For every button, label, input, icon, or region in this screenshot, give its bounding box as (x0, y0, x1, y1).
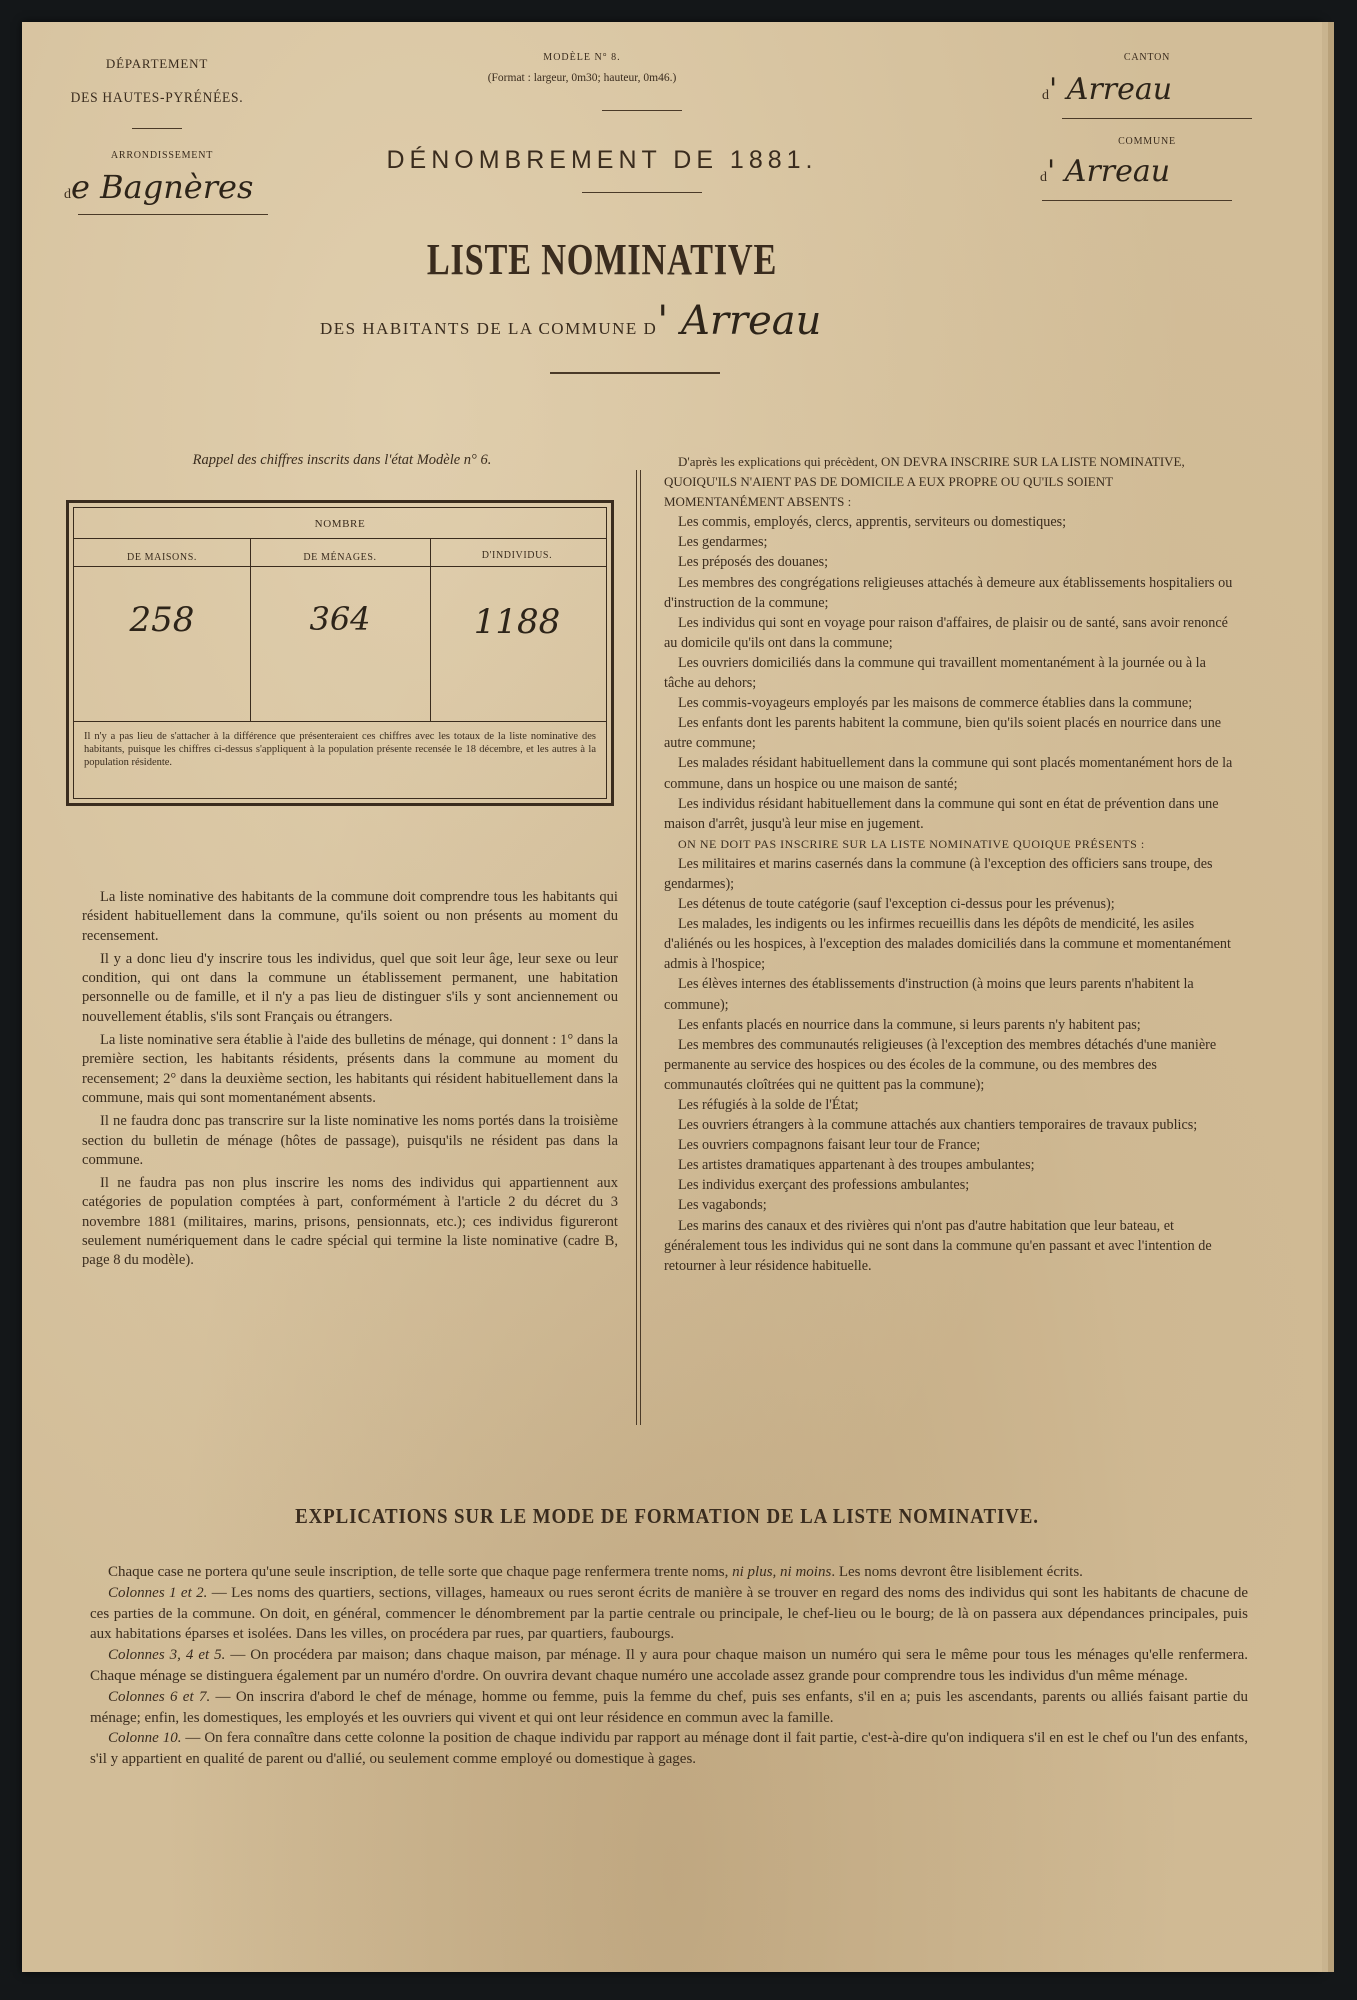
denombrement-title: DÉNOMBREMENT DE 1881. (386, 146, 818, 174)
format-label: (Format : largeur, 0m30; hauteur, 0m46.) (487, 72, 677, 84)
list-item: Les ouvriers domiciliés dans la commune qui travaillent momentanément à la journée ou à la tâche au dehors; (664, 654, 1206, 692)
commune-prefix: d (1040, 170, 1047, 185)
column-divider (640, 470, 641, 1425)
list-item: Les ouvriers étrangers à la commune attachés aux chantiers temporaires de travaux publics; (678, 1117, 1198, 1134)
paragraph: Il ne faudra donc pas transcrire sur la liste nominative les noms portés dans la troisième section du bulletin de ménage (hôtes de passage), puisqu'ils ne résident pas dans la commune. (82, 1113, 618, 1168)
list-item: Les enfants placés en nourrice dans la commune, si leurs parents n'y habitent pas; (678, 1016, 1141, 1033)
list-item: Les individus résidant habituellement dans la commune qui sont en état de prévention dans une maison d'arrêt, jusqu'à leur mise en jugement. (664, 795, 1219, 832)
list-item: Les ouvriers compagnons faisant leur tour de France; (678, 1137, 981, 1154)
list-item: Les commis, employés, clercs, apprentis, serviteurs ou domestiques; (678, 514, 1067, 531)
paragraph: La liste nominative sera établie à l'aide des bulletins de ménage, qui donnent : 1° dans la première section, les habitants résidents, présents dans la commune au moment du recensement; 2° dans la deuxième section, les habitants qui résident habituellement dans la commune, mais qui sont momentanément absents. (82, 1032, 618, 1106)
maisons-value: 258 (129, 600, 195, 640)
paragraph: Il y a donc lieu d'y inscrire tous les individus, quel que soit leur âge, leur sexe ou leur condition, qui ont dans la commune un établissement permanent, une habitation personnelle ou de famille, et il n'y a pas lieu de distinguer s'ils y sont anciennement ou nouvellement établis, s'ils sont Français ou étrangers. (82, 950, 618, 1025)
item-label: Colonnes 1 et 2. (108, 1584, 208, 1601)
modele-label: MODÈLE N° 8. (543, 52, 621, 63)
divider (132, 128, 182, 129)
canton-prefix: d (1042, 88, 1049, 103)
explications-item: Colonnes 3, 4 et 5. — On procédera par maison; dans chaque maison, par ménage. Il y aura pour chaque maison un numéro qui sera le même pour tous les ménages qu'elle renfermera. Chaque ménage se distinguera également par un numéro d'ordre. On ouvrira devant chaque numéro une accolade assez grande pour comprendre tous les individus d'un même ménage. (90, 1647, 1248, 1684)
list-item: Les militaires et marins casernés dans la commune (à l'exception des officiers sans troupe, des gendarmes); (664, 855, 1213, 892)
list-item: Les élèves internes des établissements d'instruction (à moins que leurs parents n'habitent la commune); (664, 976, 1194, 1013)
col-header-menages: DE MÉNAGES. (303, 552, 377, 563)
list-item: Les malades résidant habituellement dans la commune qui sont placés momentanément hors de la commune, dans un hospice ou une maison de santé; (664, 755, 1233, 792)
individus-value: 1188 (473, 602, 561, 642)
departement-value: DES HAUTES-PYRÉNÉES. (70, 90, 244, 106)
list-item: Les membres des communautés religieuses (à l'exception des membres détachés d'une manière permanente au service des hospices ou des écoles de la commune, ou des membres des communautés cloîtrées qui ne quittent pas la commune); (664, 1036, 1217, 1093)
arrondissement-prefix: d (64, 187, 71, 202)
column-divider (636, 470, 637, 1425)
item-label: Colonne 10. (108, 1730, 182, 1747)
commune-handwritten-right: ' Arreau (1047, 154, 1171, 189)
list-item: Les détenus de toute catégorie (sauf l'exception ci-dessus pour les prévenus); (678, 896, 1115, 913)
canton-label: CANTON (1123, 52, 1171, 63)
explications-item: Colonnes 1 et 2. — Les noms des quartiers, sections, villages, hameaux ou rues seront écrits de manière à se trouver en regard des noms des individus qui sont les habitants de chacune de ces parties de la commune. On doit, en général, commencer le dénombrement par la partie centrale ou principale, le chef-lieu ou le bourg; de là on passera aux dépendances principales, puis aux habitations éparses et isolées. Dans les villes, on procédera par rues, par quartiers, faubourgs. (90, 1584, 1248, 1643)
left-instructions (82, 888, 618, 1271)
list-item: Les individus exerçant des professions ambulantes; (678, 1177, 970, 1194)
list-item: Les membres des congrégations religieuses attachés à demeure aux établissements hospitaliers ou d'instruction de la commune; (664, 574, 1233, 611)
paragraph: La liste nominative des habitants de la commune doit comprendre tous les habitants qui résident habituellement dans la commune, qu'ils soient ou non présents au moment du recensement. (82, 889, 618, 944)
explications-body (90, 1562, 1248, 1770)
subtitle: DES HABITANTS DE LA COMMUNE D (320, 319, 658, 338)
census-page (22, 22, 1322, 1972)
list-item: Les commis-voyageurs employés par les maisons de commerce établies dans la commune; (678, 695, 1193, 712)
rappel-note: Il n'y a pas lieu de s'attacher à la différence que présenteraient ces chiffres avec les totaux de la liste nominative des habitants, puisque les chiffres ci-dessus s'appliquent à la population présente recensée le 18 décembre, et les autres à la population résidente. (84, 731, 596, 768)
arrondissement-field (64, 168, 284, 206)
right-instructions (664, 452, 1234, 1276)
list-item: Les individus qui sont en voyage pour raison d'affaires, de plaisir ou de santé, sans avoir renoncé au domicile qu'ils ont dans la commune; (664, 614, 1228, 651)
list-item: Les vagabonds; (678, 1197, 767, 1214)
commune-handwritten: ' Arreau (657, 298, 822, 344)
ne-pas-heading: ON NE DOIT PAS INSCRIRE SUR LA LISTE NOMINATIVE QUOIQUE PRÉSENTS : (678, 836, 1145, 851)
canton-handwritten: ' Arreau (1049, 72, 1173, 107)
page-title: LISTE NOMINATIVE (426, 235, 778, 284)
item-label: Colonnes 3, 4 et 5. (108, 1647, 226, 1664)
commune-label: COMMUNE (1118, 136, 1176, 147)
rappel-table (66, 500, 614, 806)
divider (582, 192, 702, 193)
inscrire-intro: D'après les explications qui précèdent, ON DEVRA INSCRIRE SUR LA LISTE NOMINATIVE, QUOIQU'ILS N'AIENT PAS DE DOMICILE A EUX PROPRE OU QU'ILS SOIENT MOMENTANÉMENT ABSENTS : (664, 454, 1185, 510)
col-header-maisons: DE MAISONS. (127, 552, 197, 563)
canton-line (1062, 118, 1252, 119)
col-header-individus: D'INDIVIDUS. (481, 550, 553, 561)
canton-field (1042, 72, 1272, 107)
arrondissement-label: ARRONDISSEMENT (110, 150, 214, 161)
list-item: Les malades, les indigents ou les infirmes recueillis dans les dépôts de mendicité, les asiles d'aliénés ou les hospices, à l'exception des malades domiciliés dans la commune et momentanément admis à l'hospice; (664, 916, 1231, 973)
list-item: Les réfugiés à la solde de l'État; (678, 1097, 859, 1113)
arrondissement-line (78, 214, 268, 215)
explications-title: EXPLICATIONS SUR LE MODE DE FORMATION DE LA LISTE NOMINATIVE. (295, 1504, 1039, 1528)
divider (602, 110, 682, 111)
arrondissement-handwritten: e Bagnères (71, 168, 254, 206)
nombre-header: NOMBRE (314, 518, 366, 530)
commune-field (1040, 154, 1270, 189)
subtitle-line (320, 298, 1020, 344)
explications-item: Colonne 10. — On fera connaître dans cette colonne la position de chaque individu par rapport au ménage dont il fait partie, c'est-à-dire qu'on indiquera s'il en est le chef ou l'un des enfants, s'il y appartient en qualité de parent ou d'allié, ou seulement comme employé ou domestique à gages. (90, 1730, 1248, 1768)
explications-intro: Chaque case ne portera qu'une seule inscription, de telle sorte que chaque page renfermera trente noms, ni plus, ni moins. Les noms devront être lisiblement écrits. (108, 1564, 1083, 1580)
ornament-divider (550, 372, 720, 374)
departement-label: DÉPARTEMENT (105, 56, 209, 71)
list-item: Les préposés des douanes; (678, 554, 829, 571)
explications-item: Colonnes 6 et 7. — On inscrira d'abord le chef de ménage, homme ou femme, puis la femme du chef, puis ses enfants, s'il en a; puis les ascendants, parents ou alliés faisant partie du ménage; enfin, les domestiques, les employés et les ouvriers qui vivent et qui ont leur résidence en commun avec la famille. (90, 1688, 1249, 1726)
list-item: Les gendarmes; (678, 534, 768, 551)
menages-value: 364 (309, 600, 371, 638)
rappel-caption: Rappel des chiffres inscrits dans l'état Modèle n° 6. (192, 452, 492, 468)
list-item: Les enfants dont les parents habitent la commune, bien qu'ils soient placés en nourrice dans une autre commune; (664, 715, 1222, 752)
list-item: Les artistes dramatiques appartenant à des troupes ambulantes; (678, 1157, 1035, 1174)
list-item: Les marins des canaux et des rivières qui n'ont pas d'autre habitation que leur bateau, et généralement tous les individus qui ne sont dans la commune qu'en passant et avec l'intention de retourner à leur résidence habituelle. (664, 1217, 1212, 1274)
item-label: Colonnes 6 et 7. (108, 1688, 211, 1705)
paragraph: Il ne faudra pas non plus inscrire les noms des individus qui appartiennent aux catégories de population comptées à part, conformément à l'article 2 du décret du 3 novembre 1881 (militaires, marins, prisons, pensionnats, etc.); ces individus figureront seulement numériquement dans le cadre spécial qui termine la liste nominative (cadre B, page 8 du modèle). (82, 1175, 618, 1269)
commune-line (1042, 200, 1232, 201)
